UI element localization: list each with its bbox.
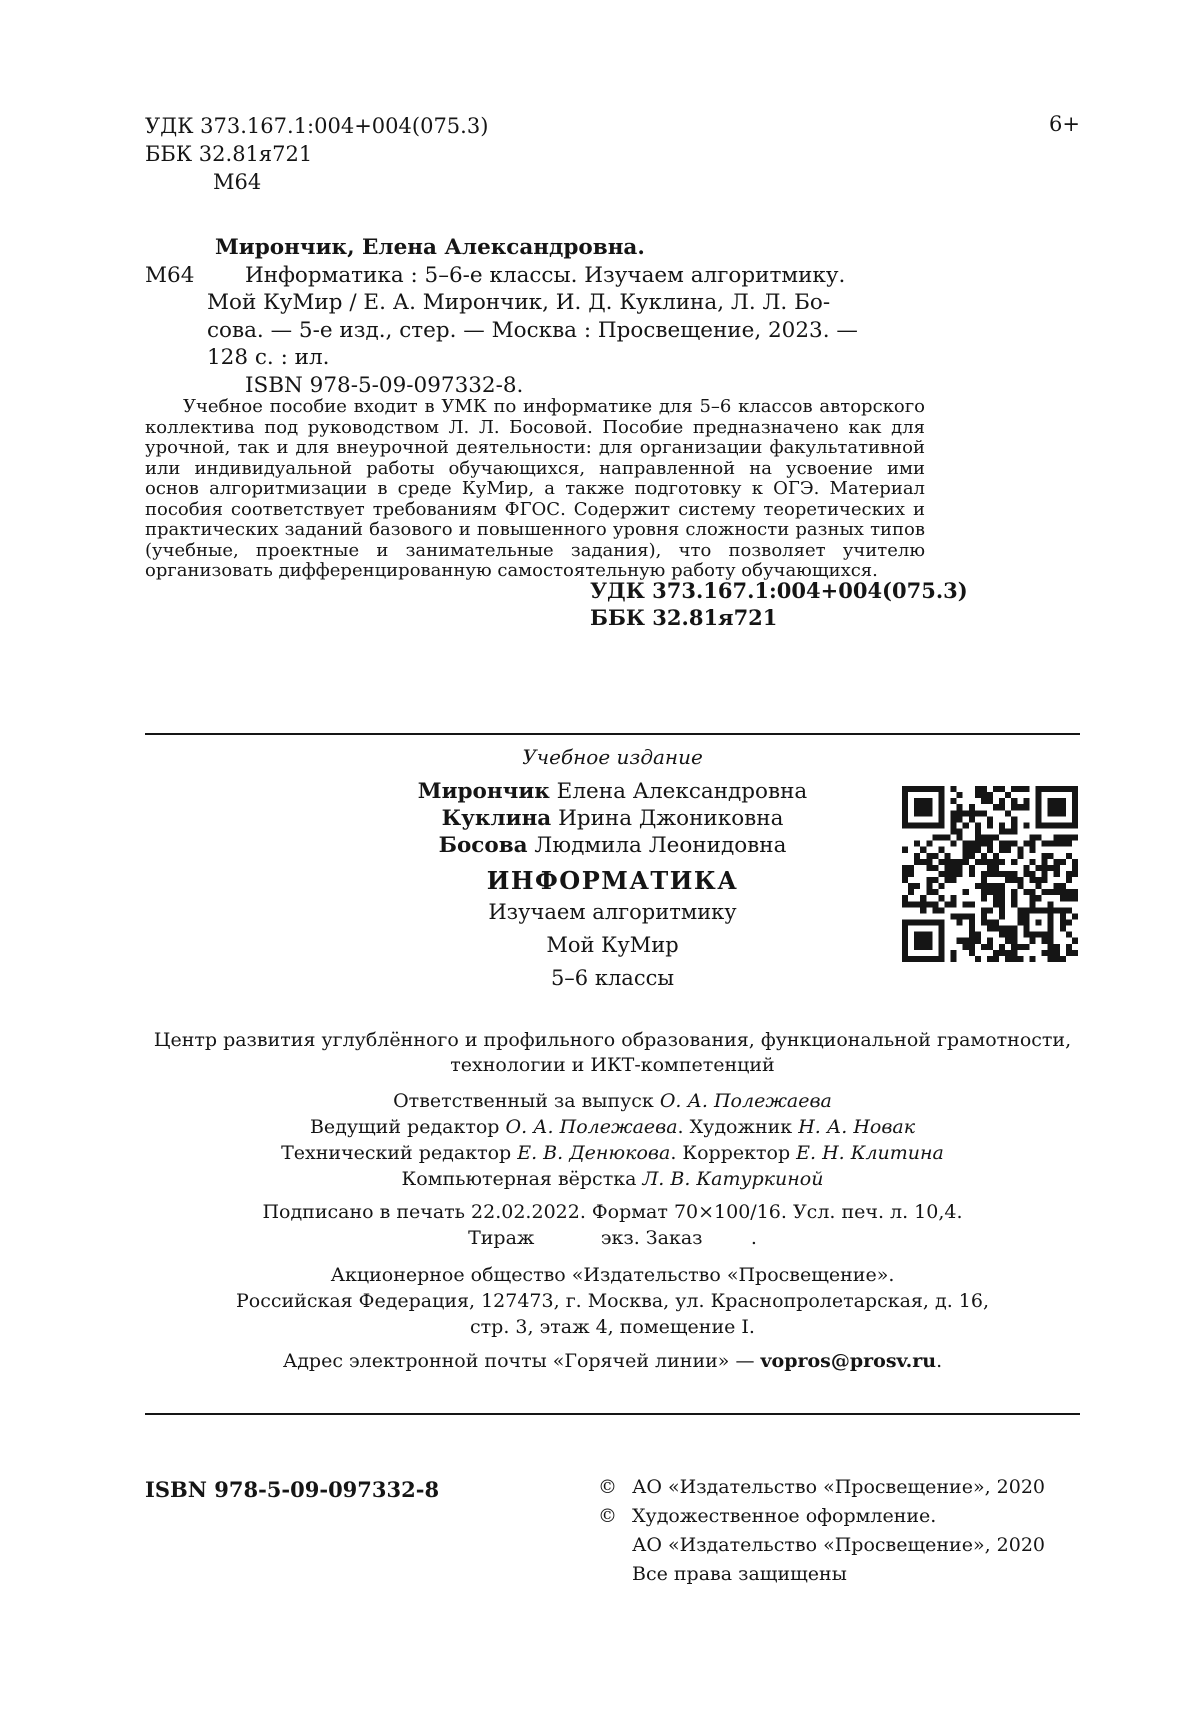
book-subtitle: Изучаем алгоритмику [488,900,737,924]
copyright-symbol: © [598,1476,617,1498]
print-info: Подписано в печать 22.02.2022. Формат 70×100/16. Усл. печ. л. 10,4. Тираж экз. Заказ . [145,1199,1080,1251]
tirazh-line: Тираж экз. Заказ . [468,1227,757,1249]
biblio-line: Мой КуМир / Е. А. Мирончик, И. Д. Куклина, Л. Л. Бо- [207,290,831,315]
edition-kind: Учебное издание [522,745,703,769]
annotation-paragraph: Учебное пособие входит в УМК по информатике для 5–6 классов авторского коллектива под руководством Л. Л. Босовой. Пособие предназначено как для урочной, так и для внеурочной деятельности: для организации факультативной или индивидуальной работы обучающихся, направленной на усвоение ими основ алгоритмизации в среде КуМир, а также подготовку к ОГЭ. Материал пособия соответствует требованиям ФГОС. Содержит систему теоретических и практических заданий базового и повышенного уровня сложности разных типов (учебные, проектные и занимательные задания), что позволяет учителю организовать дифференцированную самостоятельную работу обучающихся. [145,396,925,581]
bbk-line: ББК 32.81я721 [145,142,313,166]
biblio-line: 128 с. : ил. [207,345,330,370]
book-grades: 5–6 классы [550,966,675,990]
copyright-line: АО «Издательство «Просвещение», 2020 [632,1534,1045,1556]
bbk-line-bold: ББК 32.81я721 [590,605,778,630]
biblio-line: Информатика : 5–6-е классы. Изучаем алгоритмику. [245,262,846,288]
edition-author: Куклина Ирина Джониковна [441,806,784,831]
copyright-block [598,1473,1045,1589]
book-code: М64 [213,170,262,194]
book-title: ИНФОРМАТИКА [486,866,739,895]
isbn-bottom: ISBN 978-5-09-097332-8 [145,1477,440,1502]
copyright-symbol: © [598,1505,617,1527]
copyright-line: Все права защищены [632,1563,847,1585]
divider-lower [145,1413,1080,1415]
publisher-block: Акционерное общество «Издательство «Просвещение». Российская Федерация, 127473, г. Москва, ул. Краснопролетарская, д. 16, стр. 3, этаж 4, помещение I. [235,1264,989,1338]
copyright-line: © Художественное оформление. [598,1502,1045,1531]
udk-line: УДК 373.167.1:004+004(075.3) [145,114,489,138]
edition-author: Босова Людмила Леонидовна [438,833,787,858]
edition-author: Мирончик Елена Александровна [417,779,808,804]
qr-code-icon [902,786,1078,962]
credit-line: Технический редактор Е. В. Денюкова. Корректор Е. Н. Клитина [281,1142,944,1164]
department-note: Центр развития углублённого и профильного образования, функциональной грамотности, технологии и ИКТ-компетенций [153,1029,1072,1076]
email-address: vopros@prosv.ru [760,1350,937,1372]
age-rating-badge: 6+ [1049,112,1080,136]
divider-upper [145,733,1080,735]
biblio-description [207,262,930,400]
editorial-credits [145,1088,1080,1192]
biblio-author-heading: Мирончик, Елена Александровна. [215,235,645,260]
bibliographic-record [145,234,930,399]
biblio-line: сова. — 5-е изд., стер. — Москва : Просвещение, 2023. — [207,317,858,343]
hotline-email-line: Адрес электронной почты «Горячей линии» — vopros@prosv.ru. [282,1350,943,1372]
biblio-isbn: ISBN 978-5-09-097332-8. [245,372,524,398]
udk-line-bold: УДК 373.167.1:004+004(075.3) [590,578,968,603]
book-subtitle: Мой КуМир [546,933,679,957]
copyright-line: © АО «Издательство «Просвещение», 2020 [598,1473,1045,1502]
credit-line: Ведущий редактор О. А. Полежаева. Художник Н. А. Новак [309,1116,916,1138]
credit-line: Ответственный за выпуск О. А. Полежаева [393,1090,832,1112]
classification-block-bold [590,577,968,631]
classification-block [145,112,488,196]
biblio-margin-code: М64 [145,263,195,288]
credit-line: Компьютерная вёрстка Л. В. Катуркиной [401,1168,824,1190]
